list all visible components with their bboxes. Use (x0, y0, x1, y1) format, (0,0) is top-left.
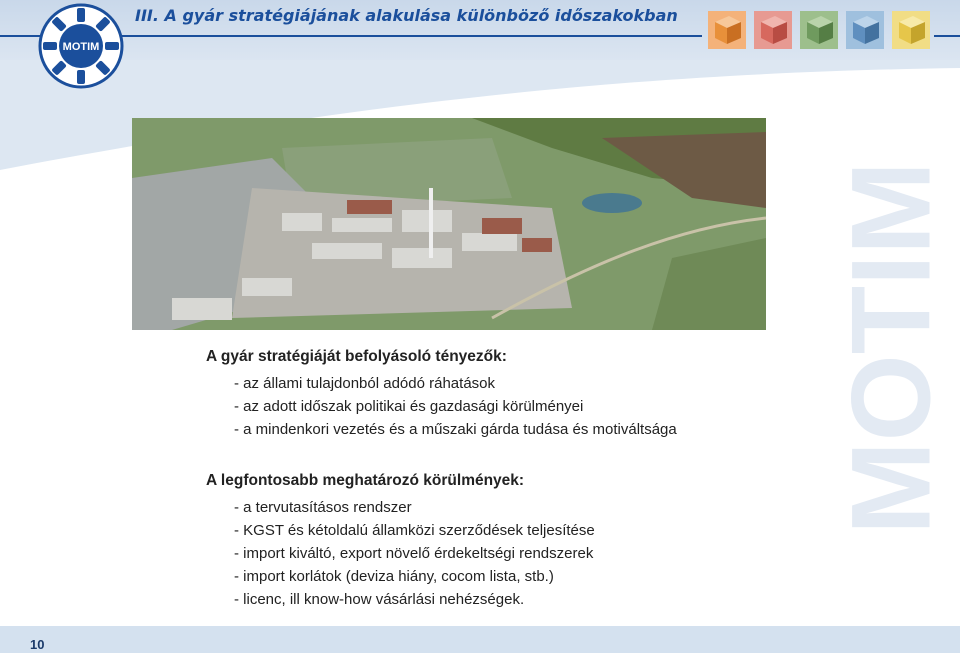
motim-logo (38, 3, 124, 89)
svg-text:MOTIM: MOTIM (62, 41, 100, 53)
factors-list (234, 372, 677, 441)
list-item: - a mindenkori vezetés és a műszaki gárda tudása és motiváltsága (234, 421, 677, 438)
section-heading: A legfontosabb meghatározó körülmények: (206, 472, 525, 489)
title-rule (112, 35, 702, 37)
circumstances-list (234, 496, 595, 611)
page-number: 10 (30, 637, 45, 652)
green-product-icon (799, 10, 839, 50)
factory-aerial-photo (132, 118, 766, 330)
list-item: - KGST és kétoldalú államközi szerződések teljesítése (234, 522, 595, 539)
page-title: III. A gyár stratégiájának alakulása különböző időszakokban (135, 6, 678, 25)
svg-text:MOTIM: MOTIM (828, 161, 954, 535)
list-item: - import kiváltó, export növelő érdekeltségi rendszerek (234, 545, 594, 562)
list-item: - az adott időszak politikai és gazdasági körülményei (234, 398, 584, 415)
red-product-icon (753, 10, 793, 50)
orange-product-icon (707, 10, 747, 50)
title-rule-left (0, 35, 40, 37)
list-item: - a tervutasításos rendszer (234, 499, 412, 516)
blue-product-icon (845, 10, 885, 50)
motim-watermark (828, 88, 958, 608)
key-circumstances-section (206, 472, 595, 611)
title-rule-right (934, 35, 960, 37)
strategy-factors-section (206, 348, 677, 441)
list-item: - az állami tulajdonból adódó ráhatások (234, 375, 495, 392)
footer-band (0, 626, 960, 653)
section-heading: A gyár stratégiáját befolyásoló tényezők: (206, 348, 507, 365)
yellow-product-icon (891, 10, 931, 50)
list-item: - import korlátok (deviza hiány, cocom lista, stb.) (234, 568, 554, 585)
list-item: - licenc, ill know-how vásárlási nehézségek. (234, 591, 525, 608)
